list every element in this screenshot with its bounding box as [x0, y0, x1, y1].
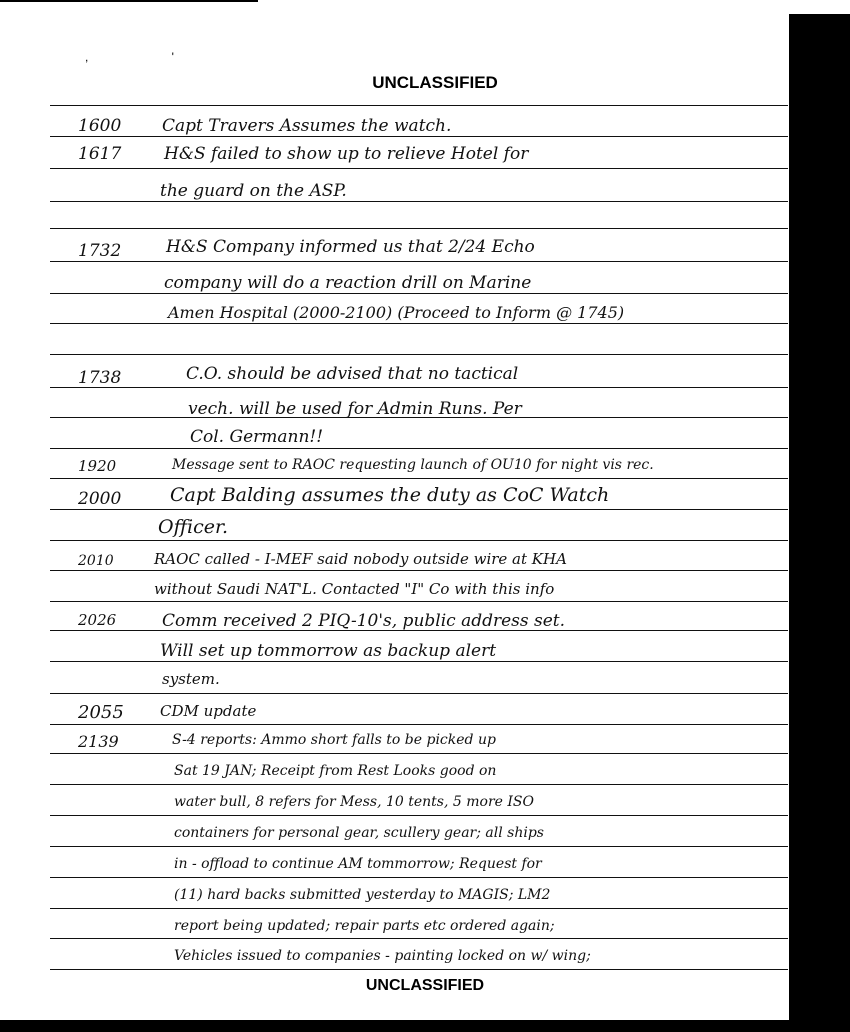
ruled-line — [50, 969, 788, 970]
entry-line: Capt Balding assumes the duty as CoC Watch — [170, 484, 610, 506]
entry-line: Message sent to RAOC requesting launch of OU10 for night vis rec. — [172, 457, 654, 473]
entry-line: vech. will be used for Admin Runs. Per — [188, 399, 522, 419]
ruled-line — [50, 661, 788, 662]
entry-time: 1920 — [78, 457, 117, 475]
ruled-line — [50, 354, 788, 355]
ruled-line — [50, 784, 788, 785]
classification-header: UNCLASSIFIED — [372, 73, 498, 92]
corner-marks: , ' — [85, 50, 214, 64]
entry-line: (11) hard backs submitted yesterday to MAGIS; LM2 — [174, 887, 551, 903]
entry-line: system. — [162, 670, 220, 688]
ruled-line — [50, 387, 788, 388]
ruled-line — [50, 601, 788, 602]
entry-time: 1738 — [78, 368, 122, 388]
entry-line: H&S Company informed us that 2/24 Echo — [166, 237, 535, 257]
ruled-line — [50, 908, 788, 909]
scan-border-right — [789, 14, 850, 1032]
entry-line: Col. Germann!! — [190, 427, 324, 447]
entry-line: RAOC called - I-MEF said nobody outside wire at KHA — [154, 550, 567, 568]
ruled-line — [50, 323, 788, 324]
entry-line: company will do a reaction drill on Marine — [164, 273, 532, 293]
entry-line: Officer. — [158, 516, 229, 538]
scan-border-bottom — [0, 1020, 850, 1032]
entry-time: 1617 — [78, 144, 122, 164]
ruled-line — [50, 228, 788, 229]
ruled-line — [50, 693, 788, 694]
ruled-line — [50, 105, 788, 106]
ruled-line — [50, 448, 788, 449]
entry-line: water bull, 8 refers for Mess, 10 tents, 5 more ISO — [174, 794, 534, 810]
ruled-line — [50, 540, 788, 541]
entry-line: Will set up tommorrow as backup alert — [160, 641, 497, 661]
entry-line: Vehicles issued to companies - painting locked on w/ wing; — [174, 948, 591, 964]
entry-time: 1600 — [78, 116, 122, 136]
entry-line: Amen Hospital (2000-2100) (Proceed to Inform @ 1745) — [168, 303, 625, 322]
entry-line: H&S failed to show up to relieve Hotel for — [164, 144, 529, 164]
ruled-line — [50, 938, 788, 939]
ruled-line — [50, 846, 788, 847]
entry-time: 2139 — [78, 732, 119, 751]
ruled-line — [50, 877, 788, 878]
entry-line: Comm received 2 PIQ-10's, public address set. — [162, 611, 566, 631]
entry-line: C.O. should be advised that no tactical — [186, 364, 519, 384]
entry-line: CDM update — [160, 702, 257, 720]
ruled-line — [50, 753, 788, 754]
entry-line: report being updated; repair parts etc ordered again; — [174, 918, 555, 934]
entry-line: S-4 reports: Ammo short falls to be picked up — [172, 732, 496, 748]
classification-footer: UNCLASSIFIED — [365, 977, 485, 994]
entry-line: the guard on the ASP. — [160, 181, 347, 201]
entry-time: 2055 — [78, 702, 124, 723]
entry-line: without Saudi NAT'L. Contacted "I" Co with this info — [154, 580, 555, 598]
ruled-line — [50, 261, 788, 262]
top-edge-mark — [0, 0, 258, 2]
entry-time: 2026 — [78, 611, 117, 629]
entry-line: in - offload to continue AM tommorrow; Request for — [174, 856, 542, 872]
ruled-line — [50, 201, 788, 202]
ruled-line — [50, 293, 788, 294]
ruled-line — [50, 815, 788, 816]
entry-line: containers for personal gear, scullery gear; all ships — [174, 825, 544, 841]
ruled-line — [50, 570, 788, 571]
entry-time: 2010 — [78, 553, 114, 569]
entry-line: Sat 19 JAN; Receipt from Rest Looks good on — [174, 763, 497, 779]
entry-time: 1732 — [78, 241, 122, 261]
ruled-line — [50, 509, 788, 510]
entry-line: Capt Travers Assumes the watch. — [162, 116, 452, 136]
ruled-line — [50, 168, 788, 169]
ruled-line — [50, 724, 788, 725]
ruled-line — [50, 136, 788, 137]
ruled-line — [50, 478, 788, 479]
entry-time: 2000 — [78, 489, 122, 509]
